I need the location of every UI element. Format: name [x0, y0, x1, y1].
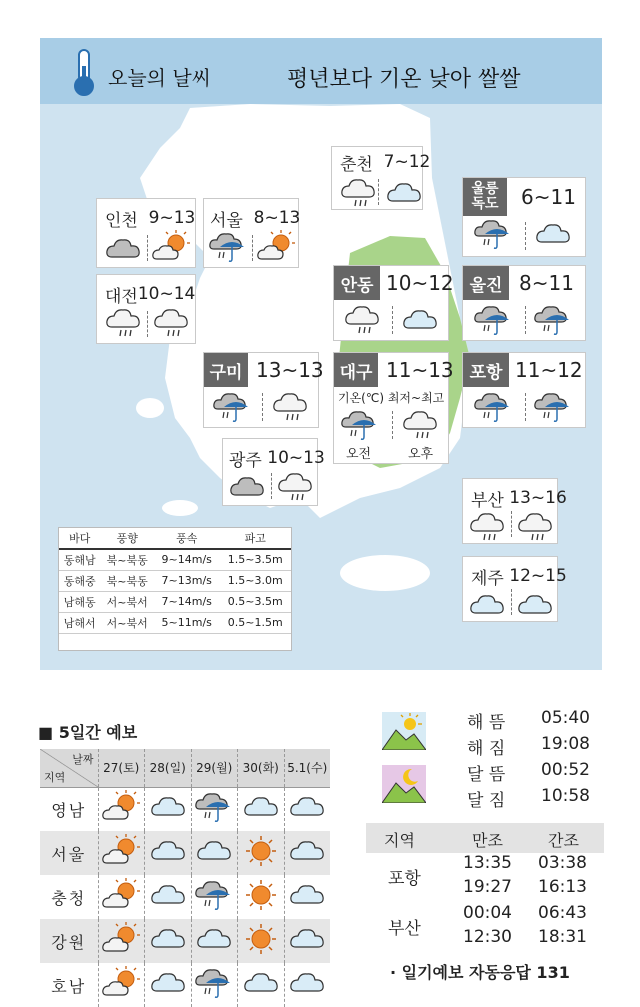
- sea-cell: 남해서: [59, 612, 100, 633]
- cloud-icon: [515, 587, 555, 623]
- sea-header: 파고: [220, 528, 291, 549]
- sea-cell: 1.5~3.0m: [220, 570, 291, 591]
- city-name: 대전: [105, 286, 138, 307]
- legend-pm: 오후: [408, 447, 434, 462]
- tide-high: 12:30: [463, 927, 512, 947]
- cloud-icon: [384, 175, 424, 211]
- tide-low: 03:38: [538, 853, 587, 873]
- city-temp: 13~13: [256, 358, 324, 382]
- cloud-icon: [400, 302, 440, 338]
- forecast-phone-line: · 일기예보 자동응답 131: [390, 963, 570, 982]
- cloud-icon: [287, 833, 327, 869]
- forecast-region: 영남: [40, 787, 98, 831]
- city-card-gwangju: [222, 438, 325, 506]
- tide-low: 06:43: [538, 903, 587, 923]
- city-temp: 10~14: [137, 284, 196, 304]
- cloud-icon: [148, 965, 188, 1001]
- rain-cloud-icon: [467, 509, 507, 545]
- city-name: 인천: [105, 210, 138, 231]
- thermometer-icon: [70, 48, 98, 98]
- cloud-icon: [287, 789, 327, 825]
- forecast-region: 호남: [40, 963, 98, 1007]
- moonset-label: 달 짐: [467, 791, 506, 811]
- moonrise-time: 00:52: [541, 760, 590, 780]
- city-temp: 7~12: [383, 152, 431, 172]
- tide-high: 19:27: [463, 877, 512, 897]
- rain-cloud-icon: [270, 389, 310, 425]
- forecast-day: 29(월): [191, 749, 238, 787]
- tide-header-low: 간조: [548, 831, 579, 850]
- sea-cell: 북~북동: [100, 570, 153, 591]
- table-row: [40, 875, 330, 919]
- forecast-day: 28(일): [145, 749, 192, 787]
- rain-cloud-icon: [342, 302, 382, 338]
- city-name: 제주: [471, 568, 504, 589]
- rain-icon: [473, 389, 513, 425]
- tide-region: 포항: [388, 869, 421, 889]
- sun-cloud-icon: [101, 833, 141, 869]
- sun-cloud-icon: [101, 965, 141, 1001]
- city-temp: 10~12: [386, 271, 454, 295]
- sun-icon: [241, 877, 281, 913]
- table-row: [59, 612, 291, 633]
- cloud-icon: [148, 877, 188, 913]
- header-title: 오늘의 날씨: [108, 66, 211, 90]
- sun-icon: [241, 833, 281, 869]
- forecast-day: 5.1(수): [284, 749, 330, 787]
- city-name: 울릉 독도: [463, 178, 507, 216]
- moonrise-icon: [382, 765, 426, 803]
- city-card-uljin: [462, 265, 586, 341]
- corner-date-label: 날짜: [72, 753, 94, 766]
- rain-icon: [194, 789, 234, 825]
- cloud-icon: [227, 469, 267, 505]
- cloud-icon: [148, 921, 188, 957]
- city-card-daejeon: [96, 274, 196, 344]
- forecast-header-row: [40, 749, 330, 787]
- cloud-icon: [287, 921, 327, 957]
- sea-cell: 7~13m/s: [154, 570, 220, 591]
- header-headline: 평년보다 기온 낮아 쌀쌀: [287, 67, 521, 92]
- sea-header: 풍속: [154, 528, 220, 549]
- city-temp: 10~13: [267, 448, 325, 468]
- forecast-region: 충청: [40, 875, 98, 919]
- city-card-busan: [462, 478, 567, 544]
- rain-cloud-icon: [338, 175, 378, 211]
- cloud-icon: [241, 789, 281, 825]
- rain-icon: [533, 302, 573, 338]
- sunrise-label: 해 뜸: [467, 713, 506, 733]
- moonset-time: 10:58: [541, 786, 590, 806]
- rain-cloud-icon: [275, 469, 315, 505]
- rain-icon: [473, 216, 513, 252]
- sea-cell: 1.5~3.5m: [220, 549, 291, 570]
- rain-cloud-icon: [400, 407, 440, 443]
- city-temp: 8~13: [253, 208, 301, 228]
- city-card-seoul: [203, 198, 299, 268]
- city-temp: 9~13: [148, 208, 196, 228]
- sea-cell: 7~14m/s: [154, 591, 220, 612]
- cloud-icon: [148, 789, 188, 825]
- legend-temp-label: 기온(℃) 최저~최고: [338, 391, 445, 405]
- cloud-icon: [287, 965, 327, 1001]
- city-name: 울진: [463, 266, 509, 300]
- sea-cell: 동해중: [59, 570, 100, 591]
- rain-icon: [212, 389, 252, 425]
- city-name: 포항: [463, 353, 509, 387]
- city-card-chuncheon: [331, 146, 431, 210]
- legend-am: 오전: [346, 447, 372, 462]
- sunset-time: 19:08: [541, 734, 590, 754]
- corner-region-label: 지역: [44, 770, 66, 784]
- tide-header: [366, 823, 604, 853]
- city-temp: 12~15: [509, 566, 567, 586]
- moonrise-label: 달 뜸: [467, 765, 506, 785]
- cloud-icon: [533, 216, 573, 252]
- sea-cell: 북~북동: [100, 549, 153, 570]
- table-row: [59, 591, 291, 612]
- sea-header: 풍향: [100, 528, 153, 549]
- sea-cell: 5~11m/s: [154, 612, 220, 633]
- table-row: [40, 787, 330, 831]
- city-card-pohang: [462, 352, 586, 428]
- sea-cell: 0.5~1.5m: [220, 612, 291, 633]
- city-card-jeju: [462, 556, 567, 622]
- sunrise-icon: [382, 712, 426, 750]
- forecast-day: 30(화): [238, 749, 285, 787]
- rain-icon: [194, 965, 234, 1001]
- forecast-table: [40, 749, 330, 1007]
- tide-region: 부산: [388, 919, 421, 939]
- city-name: 대구: [334, 353, 378, 387]
- city-name: 안동: [334, 266, 380, 300]
- city-temp: 8~11: [519, 271, 574, 295]
- table-row: [40, 831, 330, 875]
- forecast-region: 서울: [40, 831, 98, 875]
- tide-high: 00:04: [463, 903, 512, 923]
- cloud-icon: [194, 833, 234, 869]
- sea-cell: 0.5~3.5m: [220, 591, 291, 612]
- sea-cell: 동해남: [59, 549, 100, 570]
- city-card-incheon: [96, 198, 196, 268]
- forecast-region: 강원: [40, 919, 98, 963]
- rain-icon: [340, 407, 380, 443]
- cloud-icon: [287, 877, 327, 913]
- city-card-daegu: [333, 352, 454, 464]
- table-row: [59, 570, 291, 591]
- rain-cloud-icon: [515, 509, 555, 545]
- tide-header-high: 만조: [472, 831, 503, 850]
- tide-low: 18:31: [538, 927, 587, 947]
- sunset-label: 해 짐: [467, 739, 506, 759]
- table-row: [40, 919, 330, 963]
- city-name: 부산: [471, 490, 504, 511]
- rain-cloud-icon: [151, 305, 191, 341]
- forecast-corner: [40, 749, 98, 787]
- sea-header: 바다: [59, 528, 100, 549]
- city-card-gumi: [203, 352, 324, 428]
- tide-low: 16:13: [538, 877, 587, 897]
- cloud-icon: [148, 833, 188, 869]
- table-row: [59, 549, 291, 570]
- sun-cloud-icon: [151, 229, 191, 265]
- sun-cloud-icon: [256, 229, 296, 265]
- sea-cell: 서~북서: [100, 612, 153, 633]
- sunrise-time: 05:40: [541, 708, 590, 728]
- cloud-icon: [467, 587, 507, 623]
- rain-icon: [533, 389, 573, 425]
- cloud-icon: [194, 921, 234, 957]
- city-card-ulleung: [462, 177, 586, 257]
- sun-cloud-icon: [101, 877, 141, 913]
- cloud-icon: [241, 965, 281, 1001]
- sun-cloud-icon: [101, 789, 141, 825]
- tide-header-region: 지역: [384, 831, 415, 850]
- rain-icon: [194, 877, 234, 913]
- rain-icon: [473, 302, 513, 338]
- city-name: 구미: [204, 353, 248, 387]
- city-name: 광주: [229, 450, 262, 471]
- cloud-icon: [103, 231, 143, 267]
- forecast-day: 27(토): [98, 749, 145, 787]
- sun-icon: [241, 921, 281, 957]
- city-temp: 6~11: [521, 185, 576, 209]
- city-temp: 11~12: [515, 358, 583, 382]
- forecast-title: ■ 5일간 예보: [38, 723, 138, 742]
- sea-cell: 남해동: [59, 591, 100, 612]
- city-card-andong: [333, 265, 454, 341]
- city-name: 서울: [210, 210, 243, 231]
- city-name: 춘천: [340, 154, 373, 175]
- rain-icon: [208, 229, 248, 265]
- tide-high: 13:35: [463, 853, 512, 873]
- sun-cloud-icon: [101, 921, 141, 957]
- city-temp: 11~13: [386, 358, 454, 382]
- rain-cloud-icon: [103, 305, 143, 341]
- table-row: [40, 963, 330, 1007]
- sea-cell: 서~북서: [100, 591, 153, 612]
- sea-cell: 9~14m/s: [154, 549, 220, 570]
- sea-condition-table: [58, 527, 292, 651]
- city-temp: 13~16: [509, 488, 567, 508]
